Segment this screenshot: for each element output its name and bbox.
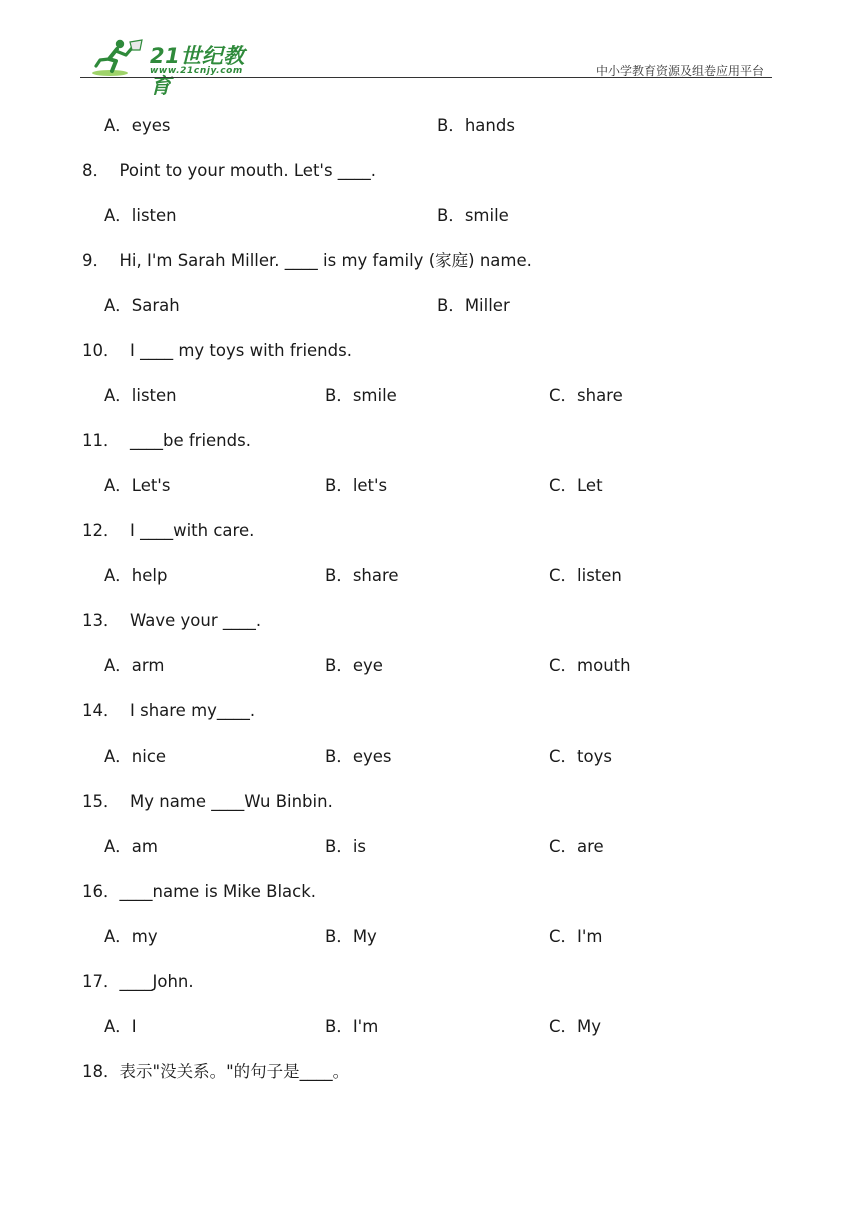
- site-title: 中小学教育资源及组卷应用平台: [595, 64, 764, 78]
- option-12-c[interactable]: C．listen: [549, 566, 622, 585]
- option-9-a[interactable]: A．Sarah: [104, 296, 180, 315]
- option-10-b[interactable]: B．smile: [325, 386, 397, 405]
- option-10-c[interactable]: C．share: [549, 386, 623, 405]
- option-17-b[interactable]: B．I'm: [325, 1017, 379, 1036]
- option-9-b[interactable]: B．Miller: [437, 296, 510, 315]
- option-15-a[interactable]: A．am: [104, 837, 158, 856]
- option-17-a[interactable]: A．I: [104, 1017, 137, 1036]
- option-13-a[interactable]: A．arm: [104, 656, 165, 675]
- option-17-c[interactable]: C．My: [549, 1017, 602, 1036]
- option-16-c[interactable]: C．I'm: [549, 927, 603, 946]
- option-16-b[interactable]: B．My: [325, 927, 377, 946]
- option-15-b[interactable]: B．is: [325, 837, 367, 856]
- question-15-stem: 15． My name ____Wu Binbin.: [82, 792, 333, 811]
- option-14-c[interactable]: C．toys: [549, 747, 612, 766]
- option-16-a[interactable]: A．my: [104, 927, 158, 946]
- option-7-a[interactable]: A．eyes: [104, 116, 171, 135]
- question-17-stem: 17．____John.: [82, 972, 194, 991]
- option-14-a[interactable]: A．nice: [104, 747, 167, 766]
- page-header: [80, 34, 772, 98]
- question-9-stem: 9． Hi, I'm Sarah Miller. ____ is my family (家庭) name.: [82, 251, 532, 270]
- question-13-stem: 13． Wave your ____.: [82, 611, 262, 630]
- option-10-a[interactable]: A．listen: [104, 386, 177, 405]
- option-8-a[interactable]: A．listen: [104, 206, 177, 225]
- question-11-stem: 11． ____be friends.: [82, 431, 251, 450]
- option-12-b[interactable]: B．share: [325, 566, 399, 585]
- option-13-b[interactable]: B．eye: [325, 656, 383, 675]
- logo: [90, 34, 260, 98]
- runner-logo-icon: [90, 38, 146, 78]
- option-8-b[interactable]: B．smile: [437, 206, 509, 225]
- question-18-stem: 18．表示"没关系。"的句子是____。: [82, 1062, 350, 1081]
- question-10-stem: 10． I ____ my toys with friends.: [82, 341, 352, 360]
- question-14-stem: 14． I share my____.: [82, 701, 256, 720]
- option-7-b[interactable]: B．hands: [437, 116, 515, 135]
- question-12-stem: 12． I ____with care.: [82, 521, 255, 540]
- option-14-b[interactable]: B．eyes: [325, 747, 392, 766]
- logo-name: 21世纪教育: [150, 44, 245, 98]
- option-11-c[interactable]: C．Let: [549, 476, 603, 495]
- question-16-stem: 16．____name is Mike Black.: [82, 882, 317, 901]
- option-11-a[interactable]: A．Let's: [104, 476, 171, 495]
- option-11-b[interactable]: B．let's: [325, 476, 388, 495]
- question-8-stem: 8． Point to your mouth. Let's ____.: [82, 161, 377, 180]
- option-12-a[interactable]: A．help: [104, 566, 168, 585]
- header-divider: [80, 77, 772, 78]
- option-13-c[interactable]: C．mouth: [549, 656, 631, 675]
- option-15-c[interactable]: C．are: [549, 837, 604, 856]
- logo-url: www.21cnjy.com: [150, 66, 243, 76]
